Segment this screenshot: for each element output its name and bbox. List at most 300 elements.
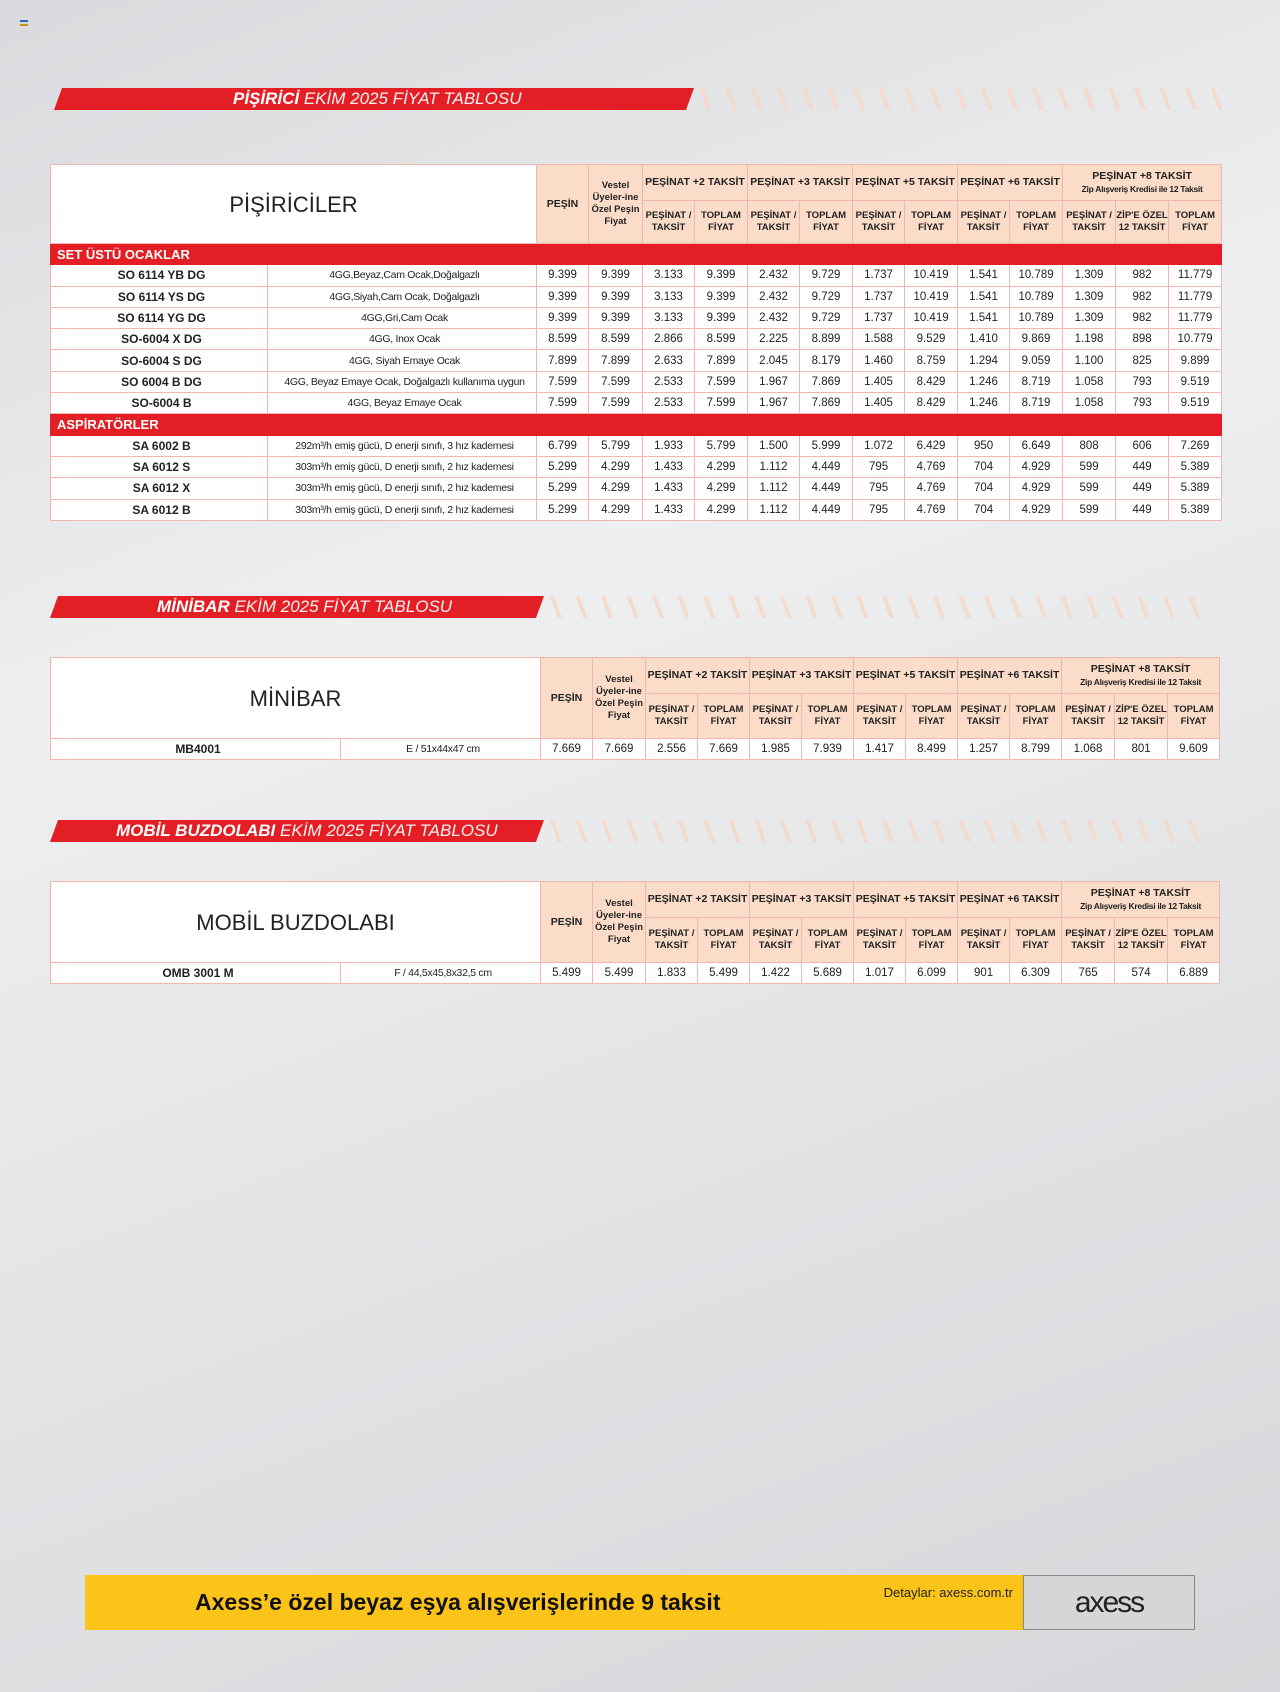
price-cell: 2.866 [643,329,695,350]
price-cell: 5.499 [593,963,646,984]
price-cell: 1.737 [853,286,905,307]
price-cell: 9.399 [695,286,748,307]
column-subheader-toplam: TOPLAM FİYAT [905,201,958,244]
price-cell: 11.779 [1169,286,1222,307]
price-cell: 704 [958,499,1010,520]
price-cell: 10.789 [1010,307,1063,328]
price-cell: 1.541 [958,286,1010,307]
column-group-header [646,882,750,918]
price-cell: 4.769 [905,456,958,477]
column-subheader-pesinat: PEŞİNAT / TAKSİT [1063,201,1116,244]
section-header-row [51,244,1222,265]
group-note: Zip Alışveriş Kredisi ile 12 Taksit [1080,676,1201,687]
price-cell: 9.399 [537,286,589,307]
price-cell: 4.929 [1010,456,1063,477]
price-cell: 7.669 [698,739,750,760]
price-cell: 1.422 [750,963,802,984]
price-cell: 8.179 [800,350,853,371]
table-title: MİNİBAR [51,658,541,739]
price-cell: 7.599 [695,393,748,414]
price-cell: 765 [1062,963,1115,984]
price-cell: 7.939 [802,739,854,760]
banner-stripes [545,820,1205,842]
group-label: PEŞİNAT +3 TAKSİT [750,176,850,188]
price-cell: 11.779 [1169,307,1222,328]
group-label: PEŞİNAT +2 TAKSİT [647,669,748,681]
price-cell: 4.299 [589,456,643,477]
price-cell: 1.068 [1062,739,1115,760]
price-cell: 7.899 [695,350,748,371]
price-cell: 2.533 [643,393,695,414]
column-group-header [646,658,750,694]
price-cell: 1.112 [748,478,800,499]
price-cell: 795 [853,478,905,499]
price-cell: 5.999 [800,435,853,456]
price-cell: 793 [1116,393,1169,414]
table-row [51,371,1222,392]
price-cell: 1.309 [1063,286,1116,307]
price-cell: 795 [853,456,905,477]
banner-light: EKİM 2025 FİYAT TABLOSU [234,597,453,616]
price-cell: 4.769 [905,478,958,499]
group-label: PEŞİNAT +6 TAKSİT [959,893,1060,905]
column-group-header [958,658,1062,694]
price-cell: 8.599 [589,329,643,350]
price-cell: 8.429 [905,371,958,392]
price-cell: 9.399 [695,307,748,328]
price-cell: 1.246 [958,393,1010,414]
column-group-header [750,882,854,918]
price-cell: 6.099 [906,963,958,984]
price-cell: 1.967 [748,371,800,392]
price-cell: 7.599 [589,393,643,414]
price-cell: 793 [1116,371,1169,392]
price-cell: 2.432 [748,265,800,286]
price-cell: 1.737 [853,307,905,328]
price-cell: 808 [1063,435,1116,456]
column-subheader-pesinat: PEŞİNAT / TAKSİT [853,201,905,244]
price-cell: 1.257 [958,739,1010,760]
price-cell: 1.112 [748,456,800,477]
price-cell: 449 [1116,499,1169,520]
column-subheader-pesinat: PEŞİNAT / TAKSİT [854,694,906,739]
price-cell: 3.133 [643,265,695,286]
price-cell: 8.429 [905,393,958,414]
table-row [51,456,1222,477]
price-cell: 4.449 [800,478,853,499]
price-cell: 4.299 [589,478,643,499]
section-label: SET ÜSTÜ OCAKLAR [51,244,1222,265]
group-label: PEŞİNAT +5 TAKSİT [855,893,956,905]
column-subheader-pesinat: PEŞİNAT / TAKSİT [1062,694,1115,739]
column-subheader-zip: ZİP'E ÖZEL 12 TAKSİT [1115,918,1168,963]
column-subheader-toplam: TOPLAM FİYAT [800,201,853,244]
column-subheader-pesinat: PEŞİNAT / TAKSİT [748,201,800,244]
price-cell: 7.869 [800,371,853,392]
price-cell: 982 [1116,265,1169,286]
column-group-header [853,165,958,201]
price-cell: 1.433 [643,499,695,520]
table-title: PİŞİRİCİLER [51,165,537,244]
price-cell: 7.869 [800,393,853,414]
column-group-header [643,165,748,201]
price-cell: 7.599 [589,371,643,392]
price-cell: 5.299 [537,456,589,477]
axess-promo-banner[interactable] [85,1575,1023,1630]
price-cell: 1.058 [1063,393,1116,414]
column-group-header [1062,882,1220,918]
product-description: 4GG, Beyaz Emaye Ocak, Doğalgazlı kullanıma uygun [268,371,537,392]
section-label: ASPİRATÖRLER [51,414,1222,435]
column-subheader-toplam: TOPLAM FİYAT [1169,201,1222,244]
price-cell: 8.499 [906,739,958,760]
group-label: PEŞİNAT +2 TAKSİT [647,893,748,905]
column-subheader-toplam: TOPLAM FİYAT [1010,918,1062,963]
group-label: PEŞİNAT +8 TAKSİT [1090,662,1191,675]
price-cell: 1.967 [748,393,800,414]
column-subheader-toplam: TOPLAM FİYAT [1168,694,1220,739]
price-cell: 4.929 [1010,478,1063,499]
price-cell: 9.529 [905,329,958,350]
product-model: SA 6012 B [51,499,268,520]
price-cell: 4.299 [695,456,748,477]
price-cell: 11.779 [1169,265,1222,286]
price-cell: 1.588 [853,329,905,350]
price-cell: 6.429 [905,435,958,456]
table-title: MOBİL BUZDOLABI [51,882,541,963]
pisirici-price-table [50,164,1222,521]
price-cell: 449 [1116,478,1169,499]
column-group-header [750,658,854,694]
price-cell: 1.500 [748,435,800,456]
banner-bold: MOBİL BUZDOLABI [116,821,276,840]
price-cell: 704 [958,456,1010,477]
price-cell: 7.669 [541,739,593,760]
table-row [51,393,1222,414]
group-note: Zip Alışveriş Kredisi ile 12 Taksit [1080,900,1201,911]
price-cell: 1.737 [853,265,905,286]
table-row [51,329,1222,350]
price-cell: 9.729 [800,265,853,286]
column-subheader-pesinat: PEŞİNAT / TAKSİT [1062,918,1115,963]
product-description: 4GG, Inox Ocak [268,329,537,350]
promo-details-link[interactable]: Detaylar: axess.com.tr [883,1585,1013,1600]
price-cell: 7.599 [537,371,589,392]
price-cell: 2.432 [748,286,800,307]
price-cell: 10.419 [905,265,958,286]
price-cell: 1.405 [853,393,905,414]
product-description: 4GG,Siyah,Cam Ocak, Doğalgazlı [268,286,537,307]
price-cell: 7.899 [589,350,643,371]
product-model: SO 6114 YS DG [51,286,268,307]
price-cell: 1.833 [646,963,698,984]
price-cell: 1.541 [958,307,1010,328]
product-description: 303m³/h emiş gücü, D enerji sınıfı, 2 hız kademesi [268,478,537,499]
price-cell: 2.045 [748,350,800,371]
group-label: PEŞİNAT +6 TAKSİT [959,669,1060,681]
column-header-pesin: PEŞİN [537,165,589,244]
table-row [51,286,1222,307]
column-group-header [748,165,853,201]
price-cell: 7.269 [1169,435,1222,456]
table-row [51,307,1222,328]
price-cell: 801 [1115,739,1168,760]
product-model: SA 6012 S [51,456,268,477]
price-cell: 5.499 [698,963,750,984]
column-header-vestel: Vestel Üyeler-ine Özel Peşin Fiyat [593,882,646,963]
group-label: PEŞİNAT +2 TAKSİT [645,176,745,188]
minibar-banner-title [157,596,452,618]
price-cell: 9.729 [800,286,853,307]
price-cell: 8.759 [905,350,958,371]
group-note: Zip Alışveriş Kredisi ile 12 Taksit [1081,183,1203,194]
price-cell: 1.058 [1063,371,1116,392]
banner-stripes [695,88,1235,110]
table-row [51,499,1222,520]
price-cell: 4.299 [589,499,643,520]
price-cell: 2.225 [748,329,800,350]
price-cell: 8.719 [1010,393,1063,414]
column-subheader-pesinat: PEŞİNAT / TAKSİT [750,694,802,739]
price-cell: 1.112 [748,499,800,520]
column-subheader-toplam: TOPLAM FİYAT [1010,694,1062,739]
price-cell: 599 [1063,456,1116,477]
column-subheader-pesinat: PEŞİNAT / TAKSİT [854,918,906,963]
price-cell: 6.649 [1010,435,1063,456]
product-description: 303m³/h emiş gücü, D enerji sınıfı, 2 hız kademesi [268,499,537,520]
group-label: PEŞİNAT +8 TAKSİT [1090,886,1191,899]
price-cell: 8.899 [800,329,853,350]
price-cell: 8.599 [537,329,589,350]
price-cell: 5.689 [802,963,854,984]
price-cell: 3.133 [643,286,695,307]
column-group-header [854,882,958,918]
price-cell: 1.433 [643,456,695,477]
table-row [51,265,1222,286]
price-cell: 9.399 [589,265,643,286]
banner-light: EKİM 2025 FİYAT TABLOSU [303,89,522,108]
banner-light: EKİM 2025 FİYAT TABLOSU [280,821,498,840]
price-cell: 6.889 [1168,963,1220,984]
column-subheader-toplam: TOPLAM FİYAT [802,694,854,739]
price-cell: 7.599 [537,393,589,414]
price-cell: 1.410 [958,329,1010,350]
column-subheader-pesinat: PEŞİNAT / TAKSİT [958,694,1010,739]
price-cell: 2.633 [643,350,695,371]
price-cell: 4.299 [695,499,748,520]
page-marker-icon [20,20,28,26]
price-cell: 982 [1116,286,1169,307]
product-description: E / 51x44x47 cm [341,739,541,760]
price-cell: 1.933 [643,435,695,456]
price-cell: 9.519 [1169,393,1222,414]
price-cell: 950 [958,435,1010,456]
price-cell: 2.432 [748,307,800,328]
column-subheader-toplam: TOPLAM FİYAT [906,918,958,963]
price-cell: 10.789 [1010,265,1063,286]
price-cell: 1.294 [958,350,1010,371]
price-cell: 1.100 [1063,350,1116,371]
price-cell: 9.729 [800,307,853,328]
price-cell: 4.449 [800,499,853,520]
mobil-buzdolabi-price-table [50,881,1220,984]
price-cell: 4.299 [695,478,748,499]
product-model: SO 6114 YB DG [51,265,268,286]
group-label: PEŞİNAT +8 TAKSİT [1092,169,1192,182]
column-group-header [1063,165,1222,201]
price-cell: 1.309 [1063,265,1116,286]
price-cell: 1.985 [750,739,802,760]
price-cell: 1.017 [854,963,906,984]
section-header-row [51,414,1222,435]
price-cell: 9.609 [1168,739,1220,760]
price-cell: 599 [1063,499,1116,520]
price-cell: 5.499 [541,963,593,984]
product-model: SA 6002 B [51,435,268,456]
price-cell: 9.399 [537,307,589,328]
banner-stripes [545,596,1205,618]
table-row [51,963,1220,984]
product-model: SO-6004 S DG [51,350,268,371]
column-group-header [958,882,1062,918]
price-cell: 982 [1116,307,1169,328]
product-model: SO-6004 X DG [51,329,268,350]
price-cell: 5.299 [537,478,589,499]
product-description: 303m³/h emiş gücü, D enerji sınıfı, 2 hız kademesi [268,456,537,477]
product-description: 4GG,Beyaz,Cam Ocak,Doğalgazlı [268,265,537,286]
column-header-pesin: PEŞİN [541,882,593,963]
price-cell: 6.309 [1010,963,1062,984]
product-model: SO 6114 YG DG [51,307,268,328]
price-cell: 704 [958,478,1010,499]
mobil-buzdolabi-banner-title [116,820,498,842]
price-cell: 901 [958,963,1010,984]
table-row [51,739,1220,760]
minibar-price-table [50,657,1220,760]
table-row [51,350,1222,371]
product-description: F / 44,5x45,8x32,5 cm [341,963,541,984]
price-cell: 9.399 [589,286,643,307]
price-cell: 825 [1116,350,1169,371]
price-cell: 9.399 [589,307,643,328]
column-header-pesin: PEŞİN [541,658,593,739]
price-cell: 1.433 [643,478,695,499]
price-cell: 2.556 [646,739,698,760]
group-label: PEŞİNAT +5 TAKSİT [855,176,955,188]
price-cell: 1.405 [853,371,905,392]
price-cell: 10.419 [905,307,958,328]
column-subheader-toplam: TOPLAM FİYAT [698,694,750,739]
column-subheader-toplam: TOPLAM FİYAT [695,201,748,244]
price-cell: 8.719 [1010,371,1063,392]
product-model: SO 6004 B DG [51,371,268,392]
price-cell: 1.072 [853,435,905,456]
price-cell: 9.399 [537,265,589,286]
price-cell: 574 [1115,963,1168,984]
price-cell: 7.899 [537,350,589,371]
group-label: PEŞİNAT +5 TAKSİT [855,669,956,681]
price-cell: 5.299 [537,499,589,520]
price-cell: 898 [1116,329,1169,350]
group-label: PEŞİNAT +6 TAKSİT [960,176,1060,188]
price-cell: 1.198 [1063,329,1116,350]
price-cell: 449 [1116,456,1169,477]
product-model: OMB 3001 M [51,963,341,984]
price-cell: 795 [853,499,905,520]
banner-bold: PİŞİRİCİ [233,89,300,108]
column-group-header [1062,658,1220,694]
promo-text: Axess’e özel beyaz eşya alışverişlerinde 9 taksit [195,1589,721,1615]
price-cell: 8.599 [695,329,748,350]
price-cell: 1.246 [958,371,1010,392]
price-cell: 7.599 [695,371,748,392]
product-description: 4GG,Gri,Cam Ocak [268,307,537,328]
column-subheader-toplam: TOPLAM FİYAT [1168,918,1220,963]
column-subheader-zip: ZİP'E ÖZEL 12 TAKSİT [1115,694,1168,739]
product-model: SA 6012 X [51,478,268,499]
price-cell: 6.799 [537,435,589,456]
pisirici-banner-title [233,88,521,110]
price-cell: 1.417 [854,739,906,760]
price-cell: 9.059 [1010,350,1063,371]
price-cell: 10.419 [905,286,958,307]
price-cell: 1.309 [1063,307,1116,328]
table-row [51,478,1222,499]
column-group-header [958,165,1063,201]
price-cell: 4.769 [905,499,958,520]
price-cell: 5.799 [695,435,748,456]
price-cell: 599 [1063,478,1116,499]
column-subheader-toplam: TOPLAM FİYAT [1010,201,1063,244]
price-cell: 10.789 [1010,286,1063,307]
price-cell: 9.519 [1169,371,1222,392]
column-subheader-pesinat: PEŞİNAT / TAKSİT [958,918,1010,963]
axess-logo: axess [1023,1575,1195,1630]
price-cell: 4.449 [800,456,853,477]
price-cell: 9.399 [695,265,748,286]
column-subheader-pesinat: PEŞİNAT / TAKSİT [958,201,1010,244]
column-subheader-pesinat: PEŞİNAT / TAKSİT [646,694,698,739]
price-cell: 4.929 [1010,499,1063,520]
product-model: SO-6004 B [51,393,268,414]
column-subheader-toplam: TOPLAM FİYAT [698,918,750,963]
column-subheader-pesinat: PEŞİNAT / TAKSİT [750,918,802,963]
product-model: MB4001 [51,739,341,760]
column-subheader-zip: ZİP'E ÖZEL 12 TAKSİT [1116,201,1169,244]
price-cell: 1.460 [853,350,905,371]
column-subheader-pesinat: PEŞİNAT / TAKSİT [643,201,695,244]
price-cell: 9.869 [1010,329,1063,350]
group-label: PEŞİNAT +3 TAKSİT [751,893,852,905]
column-subheader-pesinat: PEŞİNAT / TAKSİT [646,918,698,963]
column-group-header [854,658,958,694]
price-cell: 1.541 [958,265,1010,286]
price-cell: 5.799 [589,435,643,456]
product-description: 292m³/h emiş gücü, D enerji sınıfı, 3 hız kademesi [268,435,537,456]
banner-bold: MİNİBAR [157,597,230,616]
price-cell: 5.389 [1169,456,1222,477]
table-row [51,435,1222,456]
column-subheader-toplam: TOPLAM FİYAT [802,918,854,963]
column-subheader-toplam: TOPLAM FİYAT [906,694,958,739]
price-cell: 7.669 [593,739,646,760]
price-cell: 10.779 [1169,329,1222,350]
column-header-vestel: Vestel Üyeler-ine Özel Peşin Fiyat [589,165,643,244]
price-cell: 606 [1116,435,1169,456]
price-cell: 5.389 [1169,478,1222,499]
price-cell: 2.533 [643,371,695,392]
product-description: 4GG, Beyaz Emaye Ocak [268,393,537,414]
